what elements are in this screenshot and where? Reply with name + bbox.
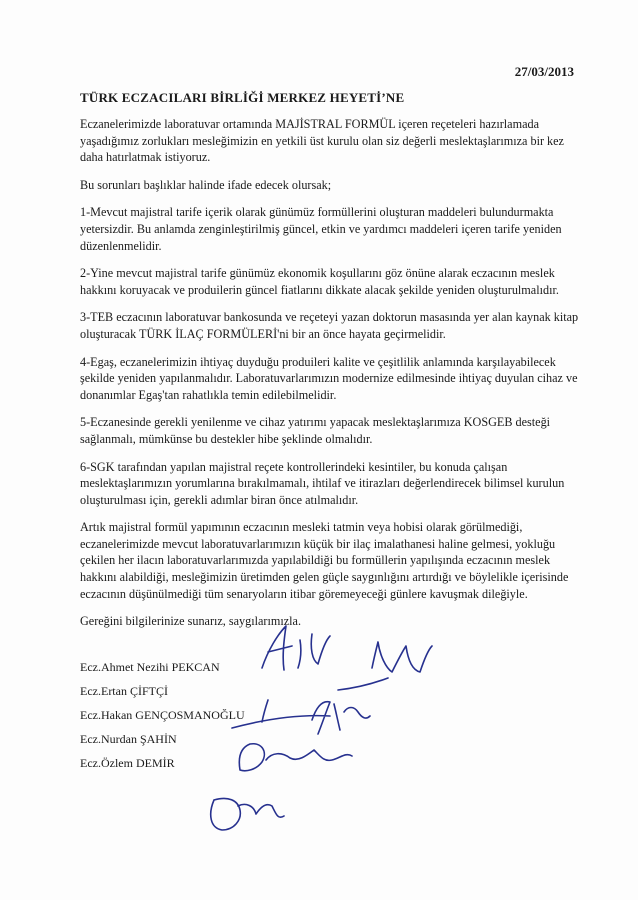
letter-date: 27/03/2013: [514, 64, 574, 79]
letter-body: [80, 116, 580, 641]
paragraph-lead: Bu sorunları başlıklar halinde ifade edecek olursak;: [80, 177, 332, 192]
signer-name: Ecz.Ahmet Nezihi PEKCAN: [80, 660, 220, 674]
paragraph-intro: Eczanelerimizde laboratuvar ortamında MAJİSTRAL FORMÜL içeren reçeteleri hazırlamada yaşadığımız zorlukları mesleğimizin en yetkili üst kurulu olan siz değerli meslektaşlarımıza bir kez daha hatırlatmak istiyoruz.: [80, 117, 564, 165]
closing-line: Gereğini bilgilerinize sunarız, saygılarımızla.: [80, 614, 301, 629]
paragraph-item-1: 1-Mevcut majistral tarife içerik olarak günümüz formüllerini oluşturan maddeleri bulundurmakta yetersizdir. Bu anlamda zenginleştirilmiş güncel, etkin ve yardımcı maddeleri içeren tarife yeniden düzenlenmelidir.: [80, 205, 562, 253]
signer-list: [80, 655, 245, 775]
paragraph-item-2: 2-Yine mevcut majistral tarife günümüz ekonomik koşullarını göz önüne alarak eczacının meslek hakkını koruyacak ve produilerin güncel fiatlarını dikkate alacak şekilde yeniden oluşturulmalıdır.: [80, 266, 559, 297]
signer-name: Ecz.Nurdan ŞAHİN: [80, 732, 177, 746]
paragraph-item-4: 4-Egaş, eczanelerimizin ihtiyaç duyduğu produileri kalite ve çeşitlilik anlamında karşılayabilecek şekilde yeniden yapılanmalıdır. Laboratuvarlarımızın modernize edilmesinde ihtiyaç duyulan cihaz ve donanımlar Egaş'tan rahatlıkla temin edilebilmelidir.: [80, 354, 578, 402]
paragraph-item-5: 5-Eczanesinde gerekli yenilenme ve cihaz yatırımı yapacak meslektaşlarımıza KOSGEB desteği sağlanmalı, mümkünse bu destekler hibe şeklinde olmalıdır.: [80, 415, 551, 446]
signer-name: Ecz.Ertan ÇİFTÇİ: [80, 684, 168, 698]
signature-4: [239, 744, 352, 771]
paragraph-item-6: 6-SGK tarafından yapılan majistral reçete kontrollerindeki kesintiler, bu konuda çalışan meslektaşlarımızın yorumlarına bırakılmamalı, ihtilaf ve itirazları değerlendirecek bilimsel kurulun oluşturulması için, gerekli adımlar biran önce atılmalıdır.: [80, 459, 565, 507]
signer-name: Ecz.Özlem DEMİR: [80, 756, 175, 770]
signature-5: [211, 798, 284, 830]
signature-2: [338, 642, 432, 690]
signature-3: [232, 700, 370, 734]
letter-heading: TÜRK ECZACILARI BİRLİĞİ MERKEZ HEYETİ’NE: [80, 90, 405, 105]
signer-name: Ecz.Hakan GENÇOSMANOĞLU: [80, 708, 245, 722]
paragraph-conclusion: Artık majistral formül yapımının eczacının mesleki tatmin veya hobisi olarak görülmediği, eczanelerimizde mevcut laboratuvarlarımızın küçük bir ilaç imalathanesi haline gelmesi, yokluğu çekilen her ilacın laboratuvarlarımızda yapılabildiği bu formüllerin yapılışında eczacının meslek hakkını alabildiği, mesleğimizin üretimden gelen güçle saygınlığını artırdığı ve böylelikle içerisinde eczacının düşünülmediği tüm senaryoların itibar göremeyeceği günlere kavuşmak dileğiyle.: [80, 520, 569, 601]
paragraph-item-3: 3-TEB eczacının laboratuvar bankosunda ve reçeteyi yazan doktorun masasında yer alan kaynak kitap oluşturacak TÜRK İLAÇ FORMÜLERİ'ni bir an önce hayata geçirmelidir.: [80, 310, 579, 341]
